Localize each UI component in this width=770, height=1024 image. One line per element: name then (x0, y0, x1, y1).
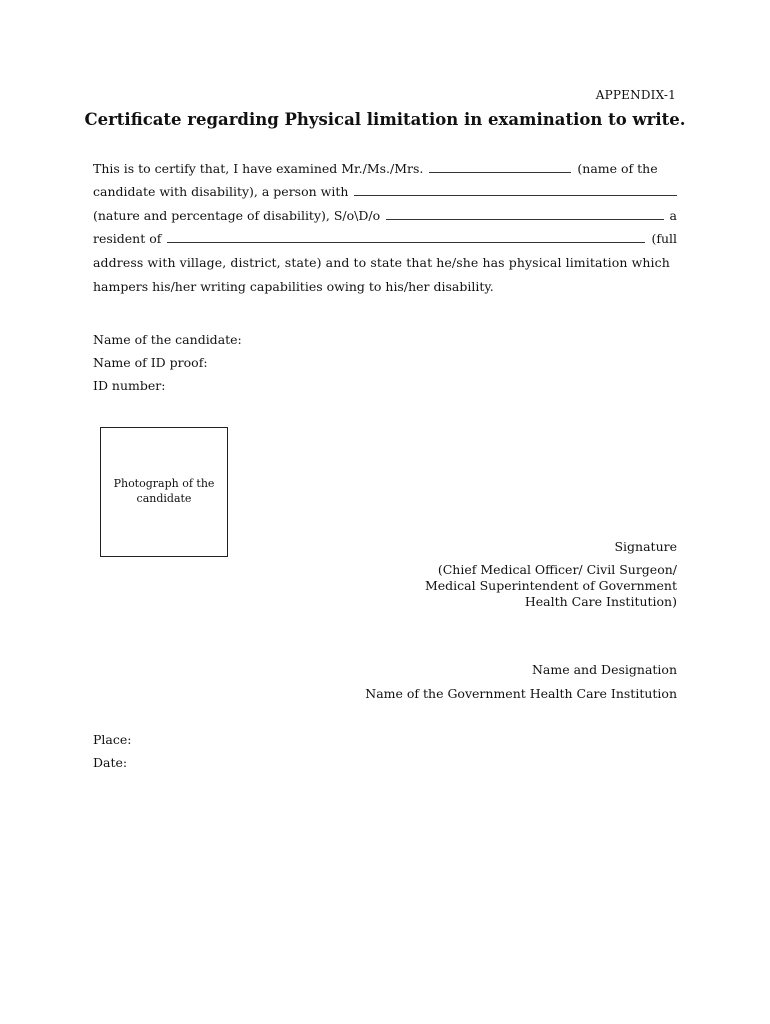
body-line-4 (93, 231, 677, 249)
certificate-title: Certificate regarding Physical limitation in examination to write. (84, 110, 686, 129)
disability-person-blank[interactable] (354, 185, 677, 196)
photograph-label-line-1: Photograph of the (113, 477, 215, 490)
signatory-role (425, 562, 677, 610)
parent-name-blank[interactable] (386, 209, 663, 220)
signature-label: Signature (614, 539, 677, 554)
body-line-5 (93, 255, 677, 273)
body-line-5-text: address with village, district, state) and to state that he/she has physical limitation which (93, 255, 670, 270)
candidate-name-blank[interactable] (429, 162, 571, 173)
appendix-label: APPENDIX-1 (595, 88, 676, 102)
body-line-4-text: resident of (93, 231, 162, 246)
address-blank[interactable] (167, 232, 645, 243)
body-line-4-end: (full (651, 231, 677, 246)
body-line-2 (93, 184, 677, 202)
place-field: Place: (93, 732, 132, 747)
body-line-1 (93, 161, 677, 179)
photograph-label-line-2: candidate (136, 492, 192, 505)
body-line-3 (93, 208, 677, 226)
signatory-role-line-1: (Chief Medical Officer/ Civil Surgeon/ (437, 562, 677, 577)
signatory-role-line-2: Medical Superintendent of Government (424, 578, 677, 593)
id-proof-field: Name of ID proof: (93, 355, 208, 370)
body-line-2-text: candidate with disability), a person with (93, 184, 349, 199)
body-line-1-end: (name of the (577, 161, 658, 176)
body-line-1-text: This is to certify that, I have examined Mr./Ms./Mrs. (93, 161, 424, 176)
body-line-3-text: (nature and percentage of disability), S/o\D/o (93, 208, 381, 223)
body-line-6 (93, 279, 677, 297)
name-designation-label: Name and Designation (531, 662, 677, 677)
photograph-label (109, 476, 219, 506)
photograph-box[interactable] (100, 427, 228, 557)
candidate-name-field: Name of the candidate: (93, 332, 242, 347)
id-number-field: ID number: (93, 378, 166, 393)
body-line-6-text: hampers his/her writing capabilities owing to his/her disability. (93, 279, 494, 294)
signatory-role-line-3: Health Care Institution) (524, 594, 677, 609)
institution-name-label: Name of the Government Health Care Institution (365, 686, 677, 701)
date-field: Date: (93, 755, 128, 770)
body-line-3-end: a (669, 208, 677, 223)
